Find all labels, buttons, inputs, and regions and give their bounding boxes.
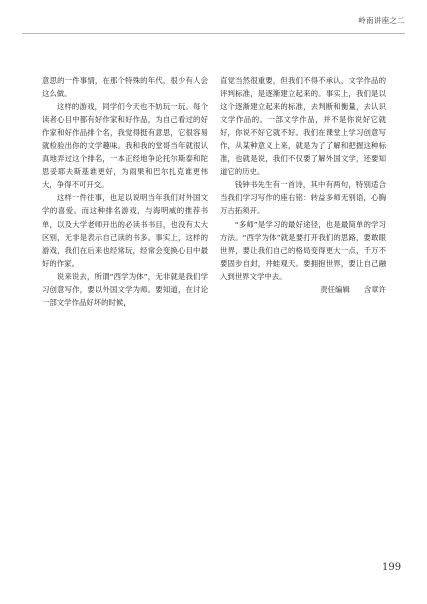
page-number: 199 — [382, 562, 402, 573]
editor-credit — [220, 283, 386, 296]
paragraph: 意思的一件事情，在那个特殊的年代，很少有人会这么做。 — [42, 76, 208, 99]
credit-label: 责任编辑 — [320, 284, 350, 294]
paragraph: 钱钟书先生有一首诗，其中有两句，特别适合当我们学习写作的座右铭：转益多师无别语，心胸万古拓须开。 — [220, 180, 386, 216]
paragraph: 直觉当然很重要，但我们不得不承认，文学作品的评判标准，是逐渐建立起来的。事实上，我们是以这个逐渐建立起来的标准，去判断和衡量，去认识文学作品的。一部文学作品，并不是你说好它就好，你说不好它就不好。我们在课堂上学习创意写作，从某种意义上来，就是为了了解和把握这种标准，也就是说，我们不仅要了解外国文学，还要知道它的历史。 — [220, 76, 386, 177]
right-column — [220, 74, 386, 296]
running-header: 岭南讲座之二 — [358, 16, 405, 25]
paragraph: 这样的游戏，同学们今天也不妨玩一玩。每个读者心目中都有好作家和好作品，为自己看过的好作家和好作品排个名，我觉得挺有意思，它很容易就检验出你的文学趣味。我和我的堂哥当年就很认真地弄过这个排名，一本正经地争论托尔斯泰和陀思妥耶夫斯基谁更好，为雨果和巴尔扎克谁更伟大，争得不可开交。 — [42, 102, 208, 190]
paragraph: 说来说去，所谓“西学为体”，无非就是我们学习创意写作，要以外国文学为师。要知道，在讨论一部文学作品好坏的时候， — [42, 271, 208, 307]
left-column — [42, 74, 208, 309]
header-rule — [22, 33, 405, 34]
paragraph: 这样一件往事，也足以说明当年我们对外国文学的喜爱。而这种排名游戏，与海明威的推荐书单，以及大学老师开出的必读书书目，也没有太大区别，无非是表示自己读的书多。事实上，这样的游戏，我们在后来也经常玩，经常会变换心目中最好的作家。 — [42, 193, 208, 268]
paragraph: “多师”是学习的最好途径，也是最简单的学习方法。“西学为体”就是要打开我们的思路，要敢眼世界，要让我们自己的格局变得更大一点，千万不要固步自封，井蛙观天。要拥抱世界，要让自己融入到世界文学中去。 — [220, 219, 386, 281]
credit-name: 含章许 — [363, 284, 386, 294]
